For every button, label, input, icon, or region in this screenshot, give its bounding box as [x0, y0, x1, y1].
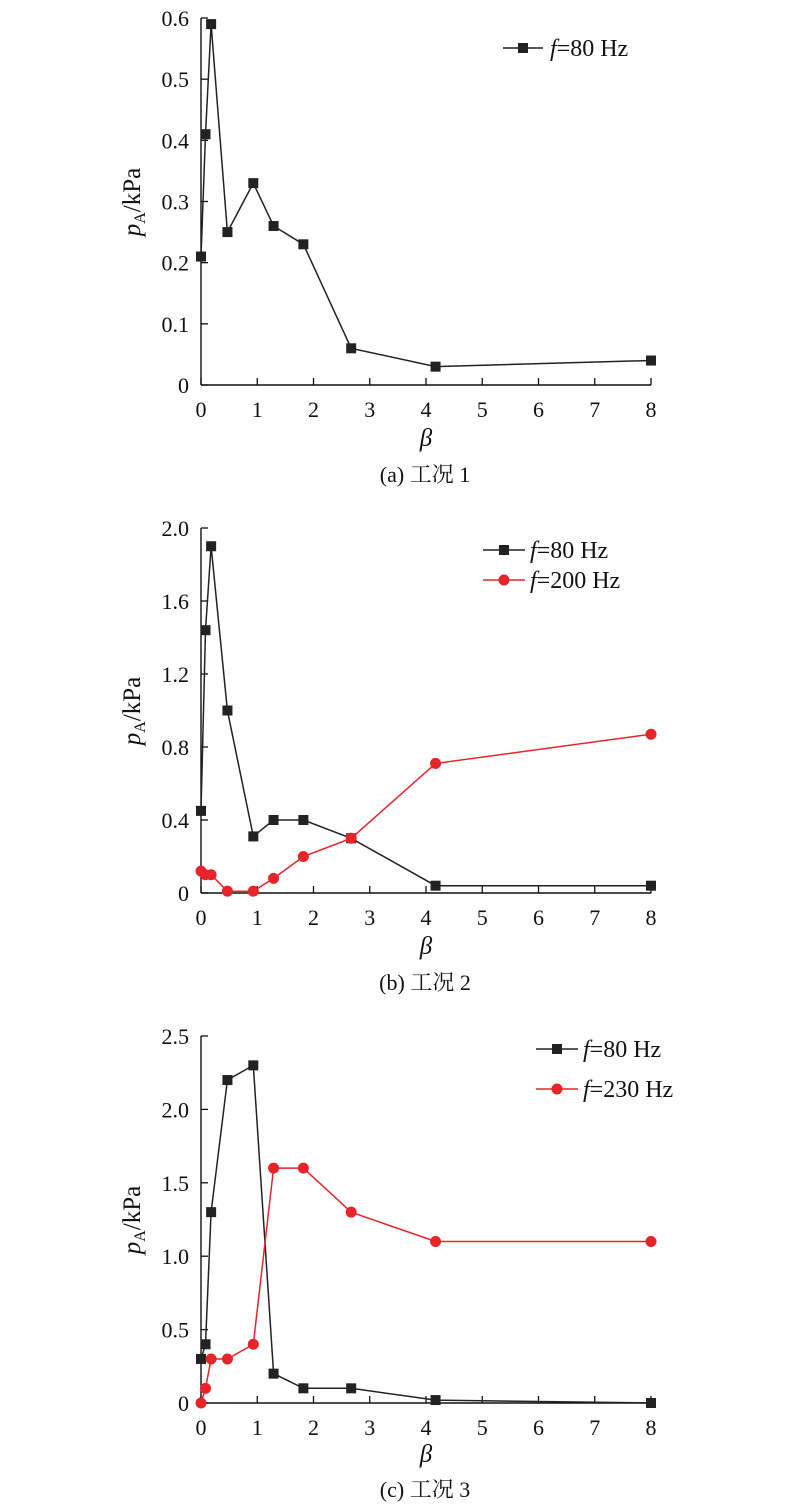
y-axis-title-unit: /kPa — [119, 676, 146, 722]
legend-entry-1 — [483, 538, 608, 564]
data-point — [346, 343, 356, 353]
y-axis-title-sub: A — [132, 1230, 149, 1242]
data-point — [298, 851, 309, 862]
data-point — [431, 362, 441, 372]
series-line — [201, 734, 651, 891]
legend-label-rest: =80 Hz — [556, 36, 629, 62]
legend-marker — [499, 545, 509, 555]
data-point — [201, 1339, 211, 1349]
chart-panel-3 — [119, 1024, 673, 1502]
data-point — [201, 625, 211, 635]
x-tick-label: 0 — [195, 397, 207, 422]
x-tick-label: 2 — [308, 1415, 319, 1440]
x-tick-label: 5 — [476, 397, 488, 422]
panel-caption: (a) 工况 1 — [379, 462, 471, 487]
x-tick-label: 4 — [420, 1415, 432, 1440]
legend-label-italic: f — [530, 538, 537, 564]
y-axis-title-main: p — [119, 732, 146, 746]
x-tick-label: 8 — [645, 397, 657, 422]
data-point — [222, 1075, 232, 1085]
series-line — [201, 24, 651, 367]
data-point — [346, 833, 357, 844]
series-2 — [196, 729, 657, 897]
chart-panel-2 — [119, 516, 657, 995]
y-tick-label: 0.1 — [161, 311, 189, 337]
y-axis-title-unit: /kPa — [119, 167, 146, 213]
data-point — [201, 129, 211, 139]
series-1 — [196, 19, 656, 372]
y-tick-label: 1.6 — [161, 589, 189, 614]
panel-caption: (b) 工况 2 — [379, 970, 471, 995]
x-tick-label: 5 — [476, 1415, 488, 1440]
data-point — [222, 227, 232, 237]
data-point — [268, 1163, 279, 1174]
legend-marker — [518, 43, 528, 53]
legend-label-italic: f — [530, 568, 537, 594]
series-line — [201, 546, 651, 885]
data-point — [206, 1207, 216, 1217]
data-point — [248, 178, 258, 188]
legend-entry-2 — [483, 568, 620, 594]
legend-label-rest: =230 Hz — [589, 1077, 674, 1103]
legend-label — [583, 1037, 661, 1063]
legend-label — [530, 538, 608, 564]
legend-label-italic: f — [550, 36, 557, 62]
panel-caption: (c) 工况 3 — [379, 1477, 471, 1502]
x-tick-label: 1 — [251, 397, 263, 422]
legend-entry-1 — [503, 36, 628, 62]
legend-marker — [552, 1044, 562, 1054]
series-line — [201, 1065, 651, 1403]
data-point — [248, 831, 258, 841]
data-point — [196, 1398, 207, 1409]
x-tick-label: 2 — [308, 397, 319, 422]
data-point — [646, 1236, 657, 1247]
y-tick-label: 0 — [178, 1391, 189, 1416]
x-tick-label: 6 — [533, 1415, 544, 1440]
chart-panel-1 — [119, 6, 657, 487]
data-point — [646, 729, 657, 740]
y-axis-title-sub: A — [132, 721, 149, 733]
data-point — [200, 1383, 211, 1394]
x-tick-label: 4 — [420, 905, 432, 930]
data-point — [346, 1207, 357, 1218]
y-tick-label: 1.2 — [161, 662, 189, 687]
data-point — [222, 886, 233, 897]
data-point — [431, 881, 441, 891]
legend-marker — [499, 575, 510, 586]
data-point — [196, 1354, 206, 1364]
data-point — [196, 252, 206, 262]
x-tick-label: 7 — [589, 905, 601, 930]
y-tick-label: 1.0 — [161, 1244, 189, 1270]
x-axis-title: β — [419, 425, 433, 452]
x-tick-label: 7 — [589, 1415, 601, 1440]
legend-label-italic: f — [583, 1037, 590, 1063]
data-point — [269, 815, 279, 825]
y-tick-label: 0.8 — [161, 735, 189, 760]
legend-label-rest: =80 Hz — [589, 1037, 662, 1063]
legend-label-rest: =200 Hz — [536, 568, 621, 594]
data-point — [298, 1383, 308, 1393]
data-point — [222, 706, 232, 716]
y-axis-title-main: p — [119, 1241, 146, 1255]
data-point — [248, 886, 259, 897]
x-tick-label: 3 — [364, 1415, 376, 1440]
data-point — [646, 356, 656, 366]
series-2 — [196, 1163, 657, 1409]
legend-label-italic: f — [583, 1077, 590, 1103]
x-tick-label: 4 — [420, 397, 432, 422]
legend-label — [583, 1077, 673, 1103]
data-point — [206, 19, 216, 29]
x-tick-label: 6 — [533, 397, 544, 422]
x-tick-label: 3 — [364, 397, 376, 422]
y-tick-label: 2.0 — [161, 516, 189, 541]
data-point — [269, 1369, 279, 1379]
y-tick-label: 0.2 — [161, 250, 189, 276]
x-tick-label: 3 — [364, 905, 376, 930]
y-tick-label: 2.5 — [161, 1024, 189, 1049]
y-tick-label: 0.3 — [161, 189, 189, 215]
data-point — [222, 1353, 233, 1364]
legend-entry-2 — [536, 1077, 673, 1103]
x-tick-label: 8 — [645, 1415, 657, 1440]
y-axis-title — [119, 1186, 149, 1257]
x-tick-label: 2 — [308, 905, 319, 930]
data-point — [298, 1163, 309, 1174]
x-tick-label: 1 — [251, 1415, 263, 1440]
x-axis-title: β — [419, 1441, 433, 1468]
data-point — [298, 815, 308, 825]
y-tick-label: 0 — [178, 881, 189, 906]
y-axis-title-sub: A — [132, 212, 149, 224]
data-point — [248, 1060, 258, 1070]
series-1 — [196, 1060, 656, 1408]
x-tick-label: 0 — [195, 905, 207, 930]
data-point — [268, 873, 279, 884]
x-tick-label: 0 — [195, 1415, 207, 1440]
x-tick-label: 6 — [533, 905, 544, 930]
data-point — [646, 1398, 656, 1408]
legend-label — [550, 36, 628, 62]
data-point — [248, 1339, 259, 1350]
y-axis-title — [119, 168, 149, 239]
data-point — [206, 541, 216, 551]
data-point — [206, 869, 217, 880]
y-tick-label: 0.4 — [161, 808, 189, 833]
y-tick-label: 0 — [178, 373, 189, 398]
data-point — [206, 1353, 217, 1364]
data-point — [346, 1383, 356, 1393]
data-point — [269, 221, 279, 231]
legend-label — [530, 568, 620, 594]
legend-label-rest: =80 Hz — [536, 538, 609, 564]
y-tick-label: 0.6 — [161, 6, 189, 31]
y-axis-title-main: p — [119, 223, 146, 237]
x-tick-label: 5 — [476, 905, 488, 930]
y-axis-title — [119, 677, 149, 748]
y-tick-label: 1.5 — [161, 1170, 189, 1196]
y-tick-label: 0.5 — [161, 1317, 189, 1343]
data-point — [431, 1395, 441, 1405]
data-point — [430, 758, 441, 769]
y-tick-label: 0.4 — [161, 128, 189, 154]
data-point — [298, 239, 308, 249]
y-axis-title-unit: /kPa — [119, 1185, 146, 1231]
data-point — [646, 881, 656, 891]
x-tick-label: 1 — [251, 905, 263, 930]
x-tick-label: 8 — [645, 905, 657, 930]
legend-entry-1 — [536, 1037, 661, 1063]
y-tick-label: 2.0 — [161, 1097, 189, 1123]
legend-marker — [552, 1084, 563, 1095]
x-tick-label: 7 — [589, 397, 601, 422]
data-point — [430, 1236, 441, 1247]
x-axis-title: β — [419, 933, 433, 960]
data-point — [196, 806, 206, 816]
y-tick-label: 0.5 — [161, 67, 189, 93]
